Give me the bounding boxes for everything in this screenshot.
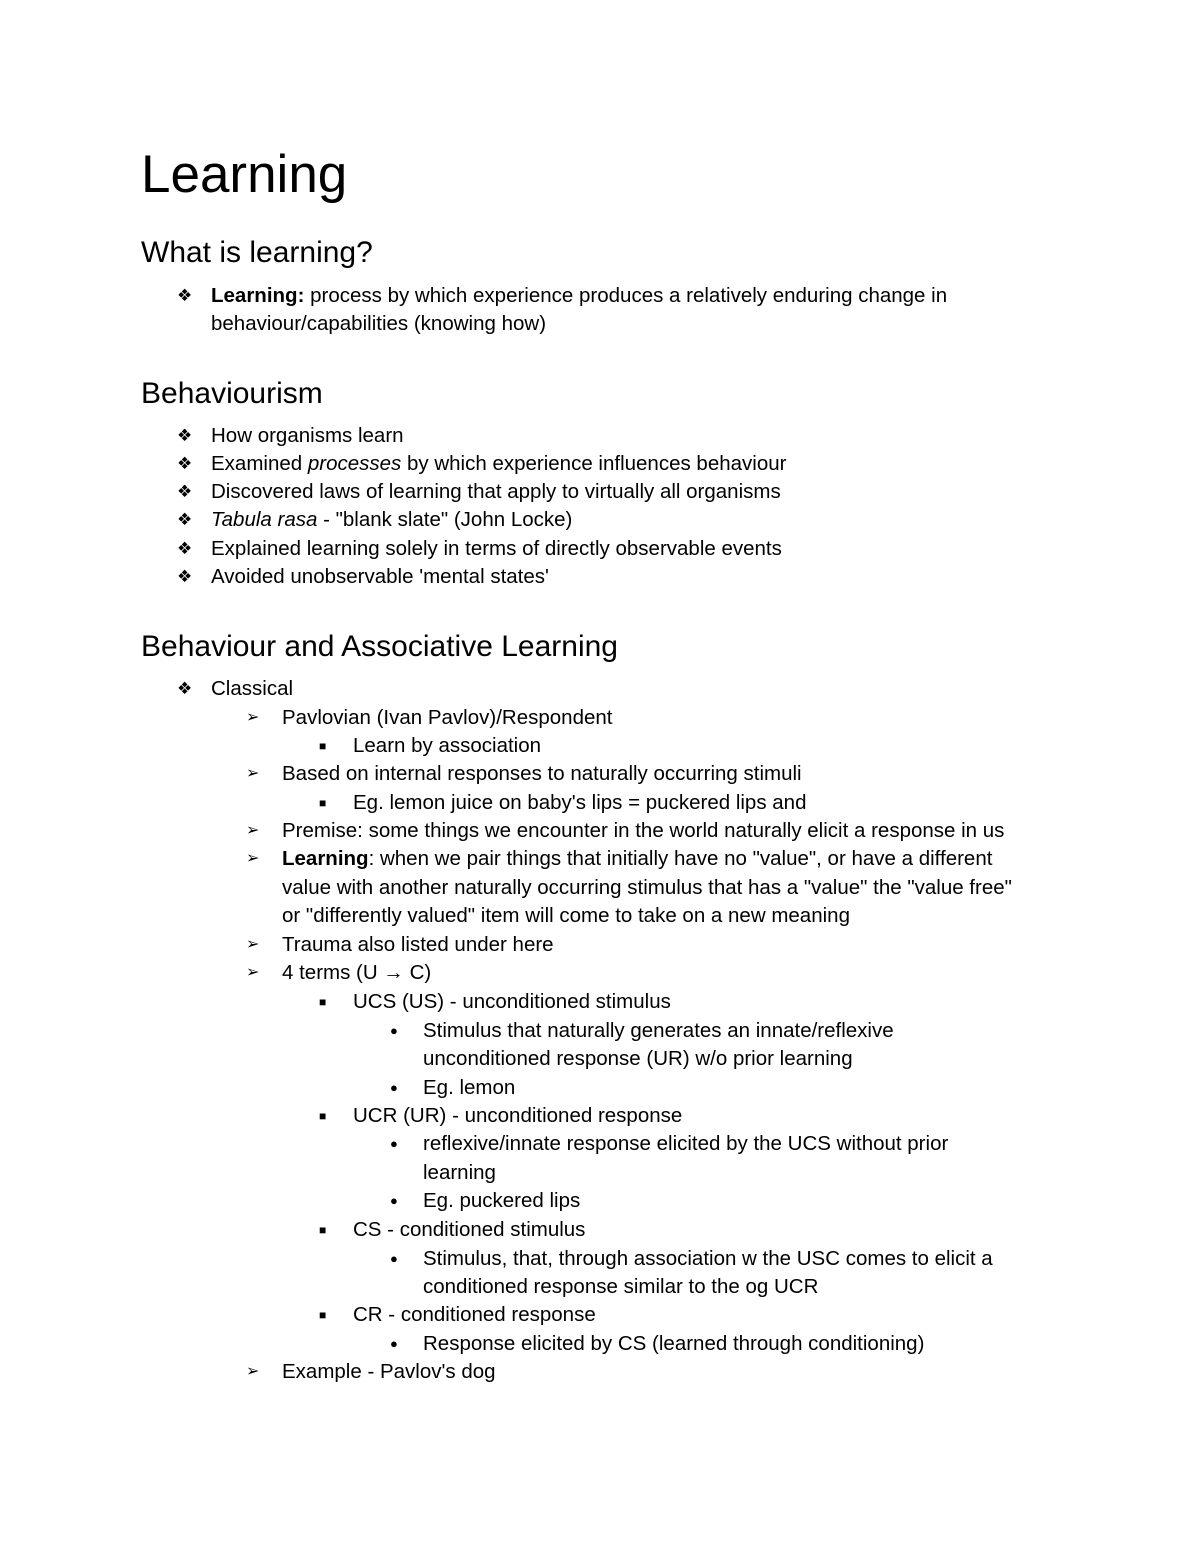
list-item: ➢ Learning: when we pair things that initially have no "value", or have a different [282, 845, 992, 873]
list-item: ❖ How organisms learn [211, 422, 404, 450]
diamond-bullet-icon: ❖ [177, 454, 193, 473]
diamond-bullet-icon: ❖ [177, 426, 193, 445]
list-item: ❖ Classical [211, 675, 293, 703]
heading-behaviourism: Behaviourism [141, 377, 323, 410]
page-title: Learning [141, 145, 348, 204]
list-item: ■ Learn by association [353, 732, 541, 760]
list-item: ● Eg. puckered lips [423, 1187, 580, 1215]
list-item: ❖ Explained learning solely in terms of directly observable events [211, 535, 782, 563]
list-item: ● Stimulus, that, through association w the USC comes to elicit a [423, 1245, 993, 1273]
list-item-continuation: value with another naturally occurring stimulus that has a "value" the "value free" [282, 876, 1012, 899]
list-item: ➢ 4 terms (U → C) [282, 959, 431, 987]
list-item: ➢ Example - Pavlov's dog [282, 1358, 496, 1386]
list-item: ➢ Premise: some things we encounter in the world naturally elicit a response in us [282, 817, 1004, 845]
arrow-bullet-icon: ➢ [246, 964, 260, 981]
list-item: ➢ Trauma also listed under here [282, 931, 554, 959]
list-item: ■ UCR (UR) - unconditioned response [353, 1102, 682, 1130]
diamond-bullet-icon: ❖ [177, 482, 193, 501]
square-bullet-icon: ■ [319, 995, 327, 1009]
square-bullet-icon: ■ [319, 739, 327, 753]
square-bullet-icon: ■ [319, 1308, 327, 1322]
term: Learning: [211, 284, 305, 307]
circle-bullet-icon: ● [390, 1136, 398, 1151]
list-item: ■ Eg. lemon juice on baby's lips = puckered lips and [353, 789, 806, 817]
list-item-continuation: unconditioned response (UR) w/o prior learning [423, 1047, 853, 1070]
heading-what-is-learning: What is learning? [141, 236, 373, 269]
list-item: ■ CS - conditioned stimulus [353, 1216, 585, 1244]
circle-bullet-icon: ● [390, 1336, 398, 1351]
diamond-bullet-icon: ❖ [177, 510, 193, 529]
list-item: ● Response elicited by CS (learned through conditioning) [423, 1330, 924, 1358]
list-item: ● Stimulus that naturally generates an innate/reflexive [423, 1017, 894, 1045]
arrow-bullet-icon: ➢ [246, 765, 260, 782]
list-item-continuation: conditioned response similar to the og UCR [423, 1275, 819, 1298]
list-item-continuation: learning [423, 1161, 496, 1184]
list-item: ❖ Avoided unobservable 'mental states' [211, 563, 549, 591]
square-bullet-icon: ■ [319, 796, 327, 810]
list-item: ❖ Learning: process by which experience produces a relatively enduring change in [211, 282, 947, 310]
circle-bullet-icon: ● [390, 1080, 398, 1095]
arrow-bullet-icon: ➢ [246, 936, 260, 953]
arrow-bullet-icon: ➢ [246, 1363, 260, 1380]
list-item: ➢ Pavlovian (Ivan Pavlov)/Respondent [282, 704, 612, 732]
circle-bullet-icon: ● [390, 1023, 398, 1038]
circle-bullet-icon: ● [390, 1251, 398, 1266]
list-item: ● Eg. lemon [423, 1074, 515, 1102]
circle-bullet-icon: ● [390, 1193, 398, 1208]
diamond-bullet-icon: ❖ [177, 567, 193, 586]
square-bullet-icon: ■ [319, 1223, 327, 1237]
arrow-bullet-icon: ➢ [246, 822, 260, 839]
arrow-bullet-icon: ➢ [246, 709, 260, 726]
list-item: ➢ Based on internal responses to naturally occurring stimuli [282, 760, 802, 788]
list-item: ❖ Tabula rasa - "blank slate" (John Locke) [211, 506, 572, 534]
list-item: ■ CR - conditioned response [353, 1301, 596, 1329]
list-item: ❖ Discovered laws of learning that apply to virtually all organisms [211, 478, 781, 506]
diamond-bullet-icon: ❖ [177, 539, 193, 558]
list-item: ■ UCS (US) - unconditioned stimulus [353, 988, 671, 1016]
diamond-bullet-icon: ❖ [177, 286, 193, 305]
list-item: ❖ Examined processes by which experience influences behaviour [211, 450, 786, 478]
diamond-bullet-icon: ❖ [177, 679, 193, 698]
arrow-bullet-icon: ➢ [246, 850, 260, 867]
list-item-continuation: behaviour/capabilities (knowing how) [211, 312, 547, 335]
list-item: ● reflexive/innate response elicited by the UCS without prior [423, 1130, 948, 1158]
heading-behaviour-associative-learning: Behaviour and Associative Learning [141, 630, 618, 663]
list-item-continuation: or "differently valued" item will come to take on a new meaning [282, 904, 850, 927]
square-bullet-icon: ■ [319, 1109, 327, 1123]
